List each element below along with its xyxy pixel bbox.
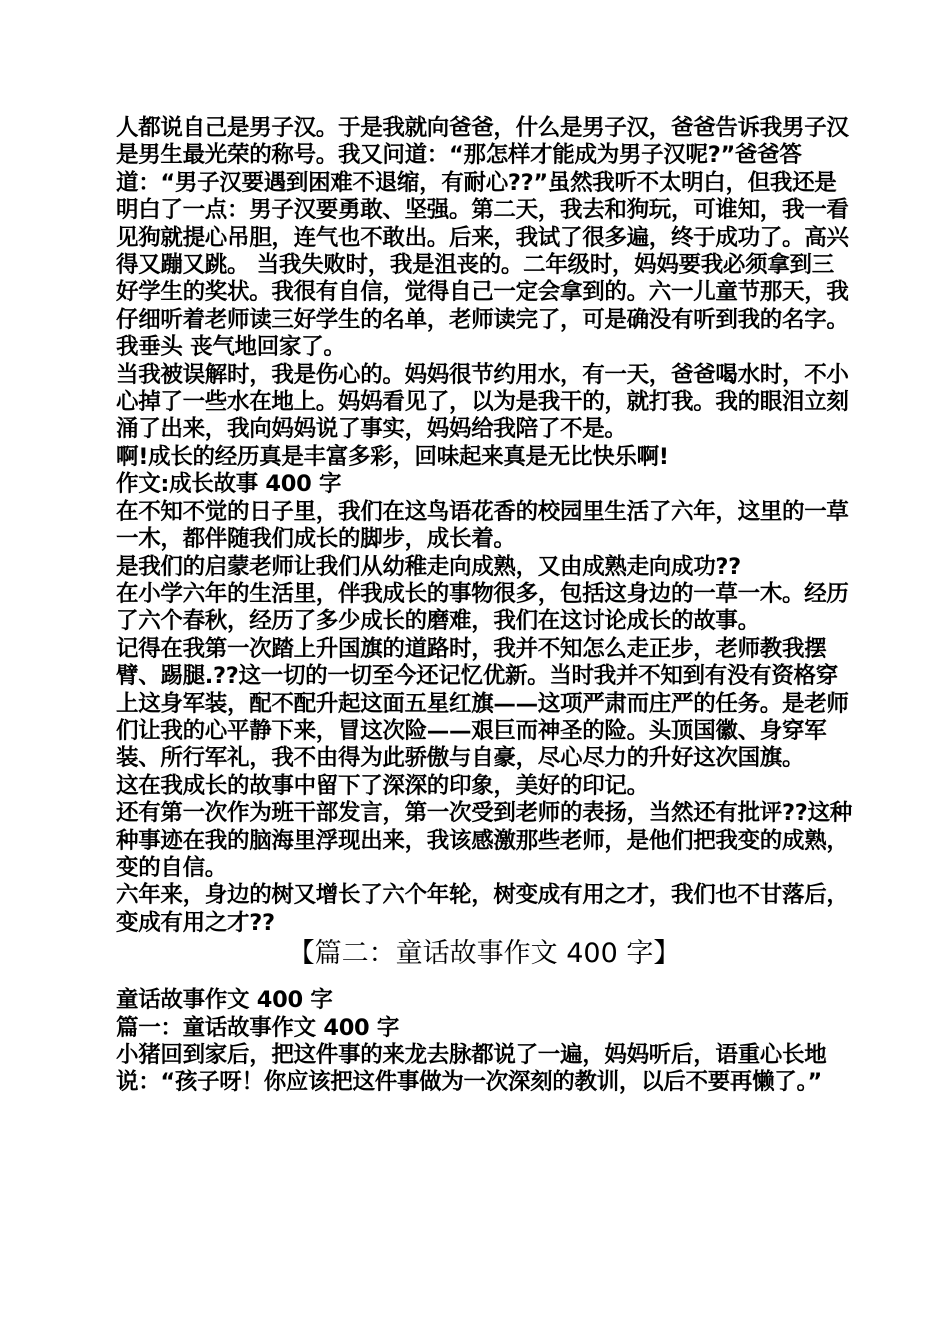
paragraph: 小猪回到家后，把这件事的来龙去脉都说了一遍，妈妈听后，语重心长地说：“孩子呀！你应该把这件事做为一次深刻的教训，以后不要再懒了。”	[116, 1042, 827, 1096]
paragraph: 记得在我第一次踏上升国旗的道路时，我并不知怎么走正步，老师教我摆臂、踢腿.??这一切的一切至今还记忆优新。当时我并不知到有没有资格穿上这身军装，配不配升起这面五星红旗——这项严肃而庄严的任务。是老师们让我的心平静下来，冒这次险——艰巨而神圣的险。头顶国徽、身穿军装、所行军礼，我不由得为此骄傲与自豪，尽心尽力的升好这次国旗。	[116, 635, 849, 772]
paragraph: 作文:成长故事 400 字	[116, 471, 342, 498]
paragraph: 是我们的启蒙老师让我们从幼稚走向成熟，又由成熟走向成功??	[116, 553, 741, 580]
section-heading: 【篇二：童话故事作文 400 字】	[287, 938, 681, 970]
document-page	[116, 115, 852, 1097]
paragraph: 当我被误解时，我是伤心的。妈妈很节约用水，有一天，爸爸喝水时，不小心掉了一些水在地上。妈妈看见了，以为是我干的，就打我。我的眼泪立刻涌了出来，我向妈妈说了事实，妈妈给我陪了不是。	[116, 361, 849, 443]
paragraph: 还有第一次作为班干部发言，第一次受到老师的表扬，当然还有批评??这种种事迹在我的脑海里浮现出来，我该感激那些老师，是他们把我变的成熟，变的自信。	[116, 800, 852, 881]
paragraph: 人都说自己是男子汉。于是我就向爸爸，什么是男子汉，爸爸告诉我男子汉是男生最光荣的称号。我又问道：“那怎样才能成为男子汉呢?”爸爸答道：“男子汉要遇到困难不退缩，有耐心??”虽然我听不太明白，但我还是明白了一点：男子汉要勇敢、坚强。第二天，我去和狗玩，可谁知，我一看见狗就提心吊胆，连气也不敢出。后来，我试了很多遍，终于成功了。高兴得又蹦又跳。 当我失败时，我是沮丧的。二年级时，妈妈要我必须拿到三好学生的奖状。我很有自信，觉得自己一定会拿到的。六一儿童节那天，我仔细听着老师读三好学生的名单，老师读完了，可是确没有听到我的名字。我垂头 丧气地回家了。	[116, 115, 849, 361]
paragraph: 啊!成长的经历真是丰富多彩，回味起来真是无比快乐啊!	[116, 443, 669, 470]
paragraph: 在小学六年的生活里，伴我成长的事物很多，包括这身边的一草一木。经历了六个春秋，经历了多少成长的磨难，我们在这讨论成长的故事。	[116, 580, 849, 635]
paragraph: 这在我成长的故事中留下了深深的印象，美好的印记。	[116, 772, 649, 799]
paragraph: 六年来，身边的树又增长了六个年轮，树变成有用之才，我们也不甘落后，变成有用之才??	[116, 882, 849, 936]
paragraph: 童话故事作文 400 字	[116, 987, 333, 1014]
paragraph: 在不知不觉的日子里，我们在这鸟语花香的校园里生活了六年，这里的一草一木，都伴随我们成长的脚步，成长着。	[116, 498, 849, 553]
paragraph: 篇一：童话故事作文 400 字	[116, 1014, 400, 1041]
